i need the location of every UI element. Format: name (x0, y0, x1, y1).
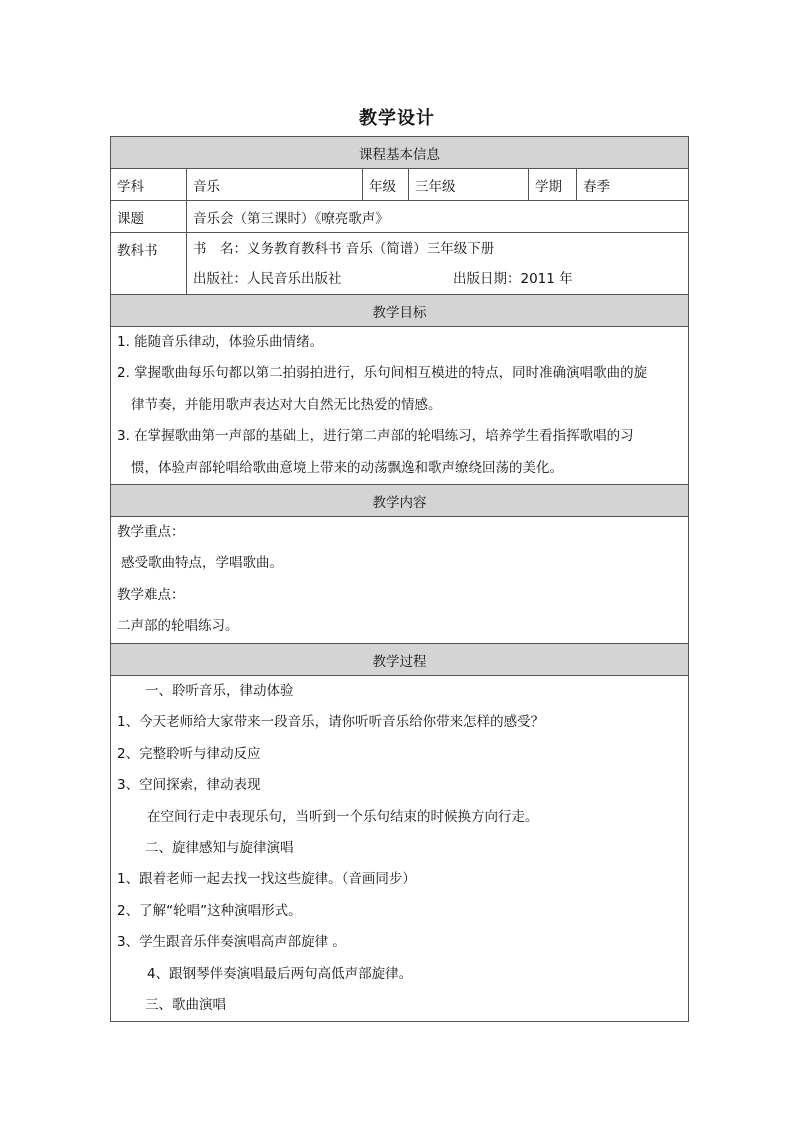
process-step: 3、学生跟音乐伴奏演唱高声部旋律 。 (117, 934, 346, 951)
process-row (111, 676, 689, 1022)
goal-line: 2. 掌握歌曲每乐句都以第二拍弱拍进行，乐句间相互模进的特点，同时准确演唱歌曲的旋 (117, 365, 648, 382)
process-step: 4、跟钢琴伴奏演唱最后两句高低声部旋律。 (147, 965, 413, 982)
process-heading: 一、聆听音乐，律动体验 (145, 683, 294, 699)
process-step: 2、了解“轮唱”这种演唱形式。 (117, 902, 302, 919)
content-header-row (111, 485, 689, 517)
grade-label: 年级 (363, 169, 409, 201)
subject-row (111, 169, 689, 201)
process-step: 1、跟着老师一起去找一找这些旋律。（音画同步） (117, 871, 416, 888)
goal-line: 3. 在掌握歌曲第一声部的基础上，进行第二声部的轮唱练习，培养学生看指挥歌唱的习 (117, 428, 634, 445)
difficult-point-text: 二声部的轮唱练习。 (117, 618, 239, 635)
difficult-point-label: 教学难点： (117, 586, 185, 603)
process-step: 3、空间探索，律动表现 (117, 777, 261, 794)
goals-row (111, 327, 689, 485)
subject-value: 音乐 (187, 169, 363, 201)
process-body (111, 676, 689, 1022)
textbook-info (187, 233, 689, 295)
process-step: 在空间行走中表现乐句，当听到一个乐句结束的时候换方向行走。 (147, 808, 539, 825)
topic-label: 课题 (111, 201, 187, 233)
topic-value: 音乐会（第三课时）《嘹亮歌声》 (187, 201, 689, 233)
goals-header-row (111, 295, 689, 327)
section-header-goals: 教学目标 (111, 295, 689, 327)
process-header-row (111, 644, 689, 676)
content-body (111, 517, 689, 644)
textbook-label: 教科书 (111, 233, 187, 295)
subject-label: 学科 (111, 169, 187, 201)
term-value: 春季 (577, 169, 689, 201)
key-point-label: 教学重点： (117, 524, 185, 540)
term-label: 学期 (529, 169, 577, 201)
book-publisher: 出版社：人民音乐出版社 (193, 270, 342, 287)
basic-info-header-row (111, 137, 689, 169)
process-heading: 三、歌曲演唱 (145, 996, 226, 1013)
book-name: 书 名：义务教育教科书 音乐（简谱）三年级下册 (193, 240, 495, 257)
goals-content (111, 327, 689, 485)
content-row (111, 517, 689, 644)
book-pub-date: 出版日期：2011 年 (453, 270, 573, 287)
topic-row (111, 201, 689, 233)
section-header-content: 教学内容 (111, 485, 689, 517)
goal-line: 1. 能随音乐律动，体验乐曲情绪。 (117, 334, 324, 350)
book-publisher-line (187, 264, 688, 294)
textbook-row (111, 233, 689, 295)
section-header-process: 教学过程 (111, 644, 689, 676)
grade-value: 三年级 (409, 169, 529, 201)
section-header-basic-info: 课程基本信息 (111, 137, 689, 169)
lesson-plan-table (110, 136, 689, 1022)
goal-line: 惯，体验声部轮唱给歌曲意境上带来的动荡飘逸和歌声缭绕回荡的美化。 (131, 459, 563, 476)
process-heading: 二、旋律感知与旋律演唱 (145, 839, 294, 856)
key-point-text: 感受歌曲特点，学唱歌曲。 (121, 555, 283, 572)
process-step: 1、今天老师给大家带来一段音乐，请你听听音乐给你带来怎样的感受？ (117, 714, 545, 731)
document-title: 教学设计 (359, 108, 435, 129)
goal-line: 律节奏，并能用歌声表达对大自然无比热爱的情感。 (131, 396, 442, 413)
process-step: 2、完整聆听与律动反应 (117, 745, 261, 762)
